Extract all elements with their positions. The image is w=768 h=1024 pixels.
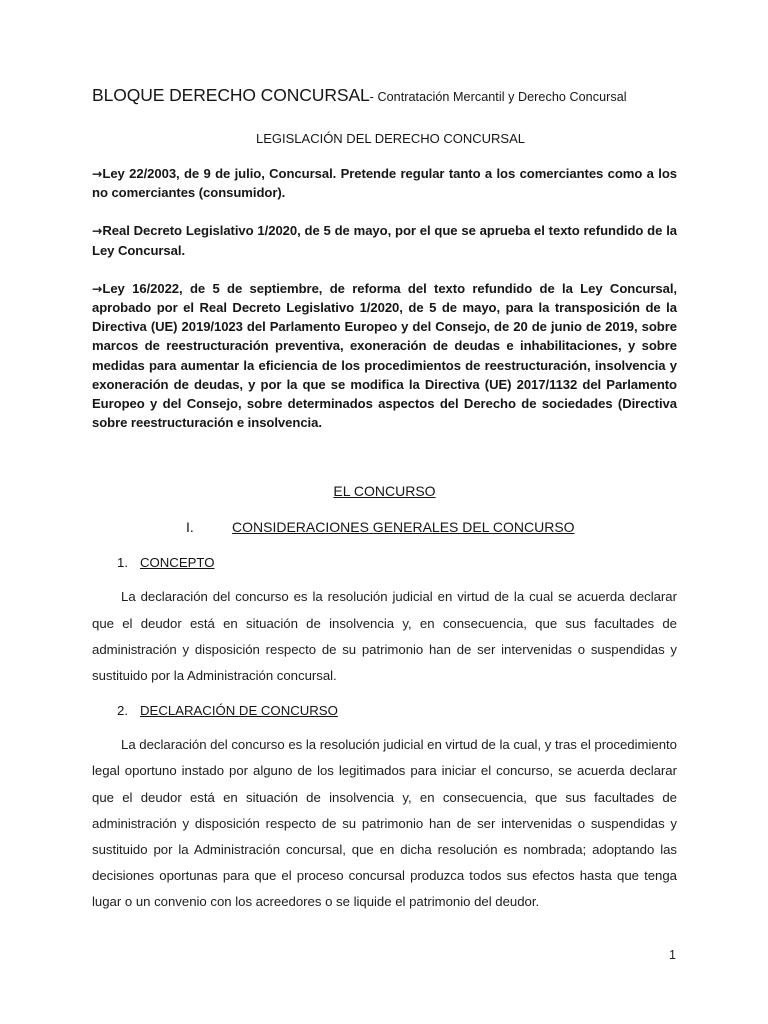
legislation-item-text: Real Decreto Legislativo 1/2020, de 5 de mayo, por el que se aprueba el texto refundido de la Ley Concursal. <box>92 223 677 258</box>
spacer <box>92 537 677 553</box>
subsection-number: 1. <box>117 555 128 571</box>
page-title-main: BLOQUE DERECHO CONCURSAL <box>92 85 370 105</box>
subsection-heading-text: DECLARACIÓN DE CONCURSO <box>140 703 338 719</box>
arrow-bullet-icon: → <box>92 280 103 296</box>
arrow-bullet-icon: → <box>92 166 103 181</box>
subsection-heading-text: CONCEPTO <box>140 555 215 571</box>
legislation-item-text: Ley 16/2022, de 5 de septiembre, de reforma del texto refundido de la Ley Concursal, aprobado por el Real Decreto Legislativo 1/2020, de 5 de mayo, para la transposición de la Directiva (UE) 2019/1023 del Parlamento Europeo y del Consejo, de 20 de junio de 2019, sobre marcos de reestructuración preventiva, exoneración de deudas e inhabilitaciones, y sobre medidas para aumentar la eficiencia de los procedimientos de reestructuración, insolvencia y exoneración de deudas, y por la que se modifica la Directiva (UE) 2017/1132 del Parlamento Europeo y del Consejo, sobre determinados aspectos del Derecho de sociedades (Directiva sobre reestructuración e insolvencia. <box>92 280 677 431</box>
subsection-body: La declaración del concurso es la resolución judicial en virtud de la cual, y tras el procedimiento legal oportuno instado por alguno de los legitimados para iniciar el concurso, se acuerda declarar que el deudor está en situación de insolvencia y, en consecuencia, que sus facultades de administración y disposición respecto de su patrimonio han de ser intervenidas o suspendidas y sustituido por la Administración concursal, que en dicha resolución es nombrada; adoptando las decisiones oportunas para que el proceso concursal produzca todos sus efectos hasta que tenga lugar o un convenio con los acreedores o se liquide el patrimonio del deudor. <box>92 737 677 910</box>
subsection-body: La declaración del concurso es la resolución judicial en virtud de la cual se acuerda declarar que el deudor está en situación de insolvencia y, en consecuencia, que sus facultades de administración y disposición respecto de su patrimonio han de ser intervenidas o suspendidas y sustituido por la Administración concursal. <box>92 589 677 684</box>
spacer <box>92 689 677 701</box>
legislation-item-text: Ley 22/2003, de 9 de julio, Concursal. Pretende regular tanto a los comerciantes como a los no comerciantes (consumidor). <box>92 166 677 201</box>
document-subtitle: LEGISLACIÓN DEL DERECHO CONCURSAL <box>256 131 525 146</box>
subsection-heading <box>92 701 677 720</box>
spacer <box>92 720 677 732</box>
page-title <box>92 84 677 108</box>
section-heading-roman <box>92 517 677 537</box>
spacer <box>92 501 677 517</box>
legislation-list <box>92 164 677 916</box>
document-body <box>92 84 677 910</box>
chapter-heading <box>92 481 677 501</box>
page-footer <box>0 948 768 968</box>
legislation-item <box>92 279 677 433</box>
spacer <box>92 451 677 481</box>
page-number: 1 <box>669 948 676 962</box>
section-number: I. <box>186 519 194 536</box>
chapter-heading-text: EL CONCURSO <box>333 483 436 500</box>
legislation-item <box>92 164 677 202</box>
subsection-number: 2. <box>117 703 128 719</box>
section-heading-text: CONSIDERACIONES GENERALES DEL CONCURSO <box>232 519 575 536</box>
legislation-item <box>92 221 677 259</box>
arrow-bullet-icon: → <box>92 223 103 239</box>
subsection-heading <box>92 553 677 572</box>
page-title-subtitle: - Contratación Mercantil y Derecho Concursal <box>369 90 627 104</box>
spacer <box>92 572 677 584</box>
